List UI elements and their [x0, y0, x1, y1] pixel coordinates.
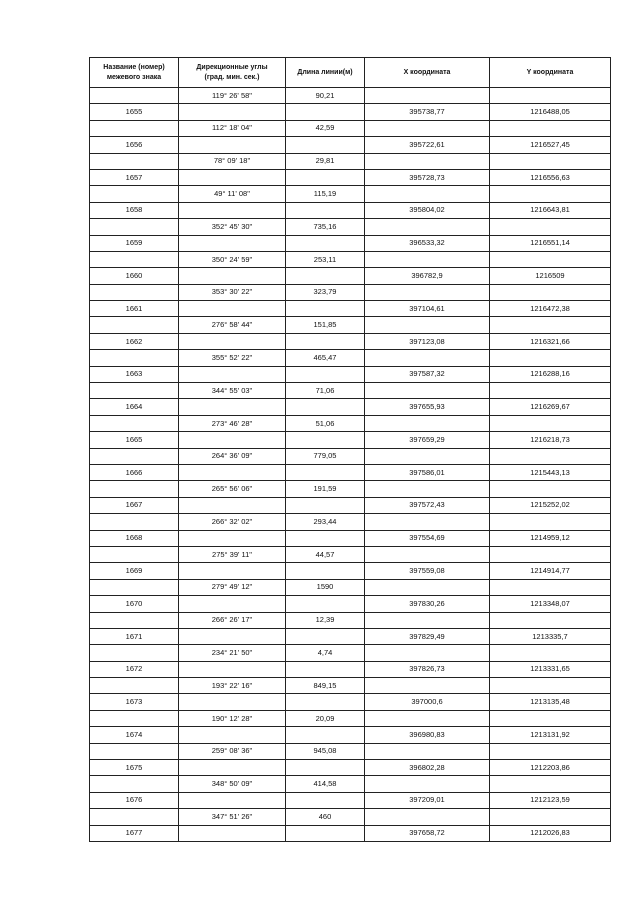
empty-cell: [179, 104, 286, 120]
empty-cell: [286, 137, 365, 153]
table-row-point: [90, 464, 611, 480]
line-length-cell: 151,85: [286, 317, 365, 333]
table-row-point: [90, 596, 611, 612]
table-row-line: [90, 383, 611, 399]
empty-cell: [286, 628, 365, 644]
table-row-point: [90, 661, 611, 677]
y-coordinate-cell: 1215443,13: [490, 464, 611, 480]
empty-cell: [179, 792, 286, 808]
direction-angle-cell: 259° 08' 36": [179, 743, 286, 759]
line-length-cell: 323,79: [286, 284, 365, 300]
line-length-cell: 71,06: [286, 383, 365, 399]
point-name-cell: 1656: [90, 137, 179, 153]
line-length-cell: 42,59: [286, 120, 365, 136]
direction-angle-cell: 265° 56' 06": [179, 481, 286, 497]
empty-cell: [286, 301, 365, 317]
empty-cell: [286, 694, 365, 710]
empty-cell: [286, 399, 365, 415]
empty-cell: [286, 563, 365, 579]
x-coordinate-cell: 397658,72: [365, 825, 490, 841]
y-coordinate-cell: 1213331,65: [490, 661, 611, 677]
direction-angle-cell: 353° 30' 22": [179, 284, 286, 300]
y-coordinate-cell: 1216556,63: [490, 169, 611, 185]
empty-cell: [90, 710, 179, 726]
line-length-cell: 253,11: [286, 251, 365, 267]
empty-cell: [90, 88, 179, 104]
direction-angle-cell: 78° 09' 18": [179, 153, 286, 169]
empty-cell: [490, 186, 611, 202]
y-coordinate-cell: 1213131,92: [490, 727, 611, 743]
table-row-point: [90, 137, 611, 153]
table-row-line: [90, 612, 611, 628]
empty-cell: [286, 202, 365, 218]
direction-angle-cell: 350° 24' 59": [179, 251, 286, 267]
empty-cell: [286, 530, 365, 546]
empty-cell: [365, 809, 490, 825]
direction-angle-cell: 190° 12' 28": [179, 710, 286, 726]
empty-cell: [179, 596, 286, 612]
empty-cell: [365, 743, 490, 759]
y-coordinate-cell: 1216288,16: [490, 366, 611, 382]
empty-cell: [179, 563, 286, 579]
point-name-cell: 1668: [90, 530, 179, 546]
empty-cell: [179, 497, 286, 513]
empty-cell: [365, 415, 490, 431]
empty-cell: [286, 432, 365, 448]
line-length-cell: 12,39: [286, 612, 365, 628]
table-row-line: [90, 514, 611, 530]
empty-cell: [90, 317, 179, 333]
empty-cell: [365, 153, 490, 169]
empty-cell: [365, 710, 490, 726]
direction-angle-cell: 112° 18' 04": [179, 120, 286, 136]
empty-cell: [490, 645, 611, 661]
y-coordinate-cell: 1212026,83: [490, 825, 611, 841]
empty-cell: [286, 661, 365, 677]
empty-cell: [365, 481, 490, 497]
point-name-cell: 1670: [90, 596, 179, 612]
empty-cell: [365, 579, 490, 595]
empty-cell: [286, 333, 365, 349]
empty-cell: [90, 481, 179, 497]
table-row-point: [90, 202, 611, 218]
empty-cell: [90, 186, 179, 202]
table-body: [90, 88, 611, 842]
empty-cell: [286, 464, 365, 480]
table-row-point: [90, 563, 611, 579]
line-length-cell: 779,05: [286, 448, 365, 464]
table-row-line: [90, 186, 611, 202]
point-name-cell: 1664: [90, 399, 179, 415]
empty-cell: [365, 284, 490, 300]
empty-cell: [490, 383, 611, 399]
x-coordinate-cell: 397826,73: [365, 661, 490, 677]
point-name-cell: 1669: [90, 563, 179, 579]
empty-cell: [365, 219, 490, 235]
direction-angle-cell: 275° 39' 11": [179, 546, 286, 562]
y-coordinate-cell: 1214959,12: [490, 530, 611, 546]
empty-cell: [490, 743, 611, 759]
direction-angle-cell: 279° 49' 12": [179, 579, 286, 595]
table-row-line: [90, 776, 611, 792]
empty-cell: [365, 678, 490, 694]
empty-cell: [90, 612, 179, 628]
empty-cell: [90, 120, 179, 136]
empty-cell: [90, 383, 179, 399]
table-row-line: [90, 710, 611, 726]
table-row-line: [90, 743, 611, 759]
empty-cell: [90, 153, 179, 169]
x-coordinate-cell: 395722,61: [365, 137, 490, 153]
empty-cell: [286, 596, 365, 612]
x-coordinate-cell: 397587,32: [365, 366, 490, 382]
direction-angle-cell: 347° 51' 26": [179, 809, 286, 825]
table-row-line: [90, 153, 611, 169]
boundary-coordinates-table: [89, 57, 611, 842]
table-row-point: [90, 104, 611, 120]
empty-cell: [365, 350, 490, 366]
empty-cell: [90, 284, 179, 300]
line-length-cell: 51,06: [286, 415, 365, 431]
empty-cell: [490, 219, 611, 235]
empty-cell: [90, 776, 179, 792]
table-row-point: [90, 530, 611, 546]
table-row-line: [90, 415, 611, 431]
empty-cell: [490, 776, 611, 792]
x-coordinate-cell: 397554,69: [365, 530, 490, 546]
empty-cell: [179, 235, 286, 251]
empty-cell: [490, 481, 611, 497]
line-length-cell: 460: [286, 809, 365, 825]
x-coordinate-cell: 397000,6: [365, 694, 490, 710]
empty-cell: [286, 825, 365, 841]
y-coordinate-cell: 1212203,86: [490, 760, 611, 776]
table-row-line: [90, 251, 611, 267]
empty-cell: [490, 88, 611, 104]
empty-cell: [490, 448, 611, 464]
empty-cell: [365, 186, 490, 202]
line-length-cell: 849,15: [286, 678, 365, 694]
table-row-line: [90, 448, 611, 464]
line-length-cell: 4,74: [286, 645, 365, 661]
point-name-cell: 1677: [90, 825, 179, 841]
line-length-cell: 465,47: [286, 350, 365, 366]
table-row-point: [90, 399, 611, 415]
direction-angle-cell: 344° 55' 03": [179, 383, 286, 399]
table-row-line: [90, 481, 611, 497]
point-name-cell: 1658: [90, 202, 179, 218]
empty-cell: [179, 301, 286, 317]
point-name-cell: 1673: [90, 694, 179, 710]
empty-cell: [90, 645, 179, 661]
table-row-line: [90, 579, 611, 595]
table-row-point: [90, 268, 611, 284]
empty-cell: [286, 268, 365, 284]
line-length-cell: 293,44: [286, 514, 365, 530]
empty-cell: [286, 792, 365, 808]
empty-cell: [365, 448, 490, 464]
empty-cell: [365, 120, 490, 136]
empty-cell: [365, 251, 490, 267]
x-coordinate-cell: 396980,83: [365, 727, 490, 743]
direction-angle-cell: 348° 50' 09": [179, 776, 286, 792]
empty-cell: [179, 760, 286, 776]
point-name-cell: 1675: [90, 760, 179, 776]
y-coordinate-cell: 1213335,7: [490, 628, 611, 644]
empty-cell: [286, 760, 365, 776]
point-name-cell: 1657: [90, 169, 179, 185]
line-length-cell: 20,09: [286, 710, 365, 726]
table-row-point: [90, 727, 611, 743]
y-coordinate-cell: 1216472,38: [490, 301, 611, 317]
direction-angle-cell: 276° 58' 44": [179, 317, 286, 333]
line-length-cell: 90,21: [286, 88, 365, 104]
empty-cell: [286, 104, 365, 120]
empty-cell: [179, 202, 286, 218]
point-name-cell: 1665: [90, 432, 179, 448]
empty-cell: [90, 514, 179, 530]
empty-cell: [365, 88, 490, 104]
direction-angle-cell: 119° 26' 58": [179, 88, 286, 104]
empty-cell: [365, 546, 490, 562]
point-name-cell: 1671: [90, 628, 179, 644]
direction-angle-cell: 352° 45' 30": [179, 219, 286, 235]
x-coordinate-cell: 397830,26: [365, 596, 490, 612]
empty-cell: [90, 350, 179, 366]
y-coordinate-cell: 1216218,73: [490, 432, 611, 448]
empty-cell: [490, 579, 611, 595]
line-length-cell: 414,58: [286, 776, 365, 792]
table-header-row: [90, 58, 611, 88]
empty-cell: [179, 694, 286, 710]
empty-cell: [286, 235, 365, 251]
empty-cell: [90, 579, 179, 595]
empty-cell: [490, 350, 611, 366]
point-name-cell: 1663: [90, 366, 179, 382]
x-coordinate-cell: 397209,01: [365, 792, 490, 808]
empty-cell: [490, 612, 611, 628]
empty-cell: [365, 317, 490, 333]
y-coordinate-cell: 1216321,66: [490, 333, 611, 349]
direction-angle-cell: 266° 32' 02": [179, 514, 286, 530]
point-name-cell: 1661: [90, 301, 179, 317]
empty-cell: [490, 710, 611, 726]
line-length-cell: 1590: [286, 579, 365, 595]
empty-cell: [179, 169, 286, 185]
point-name-cell: 1667: [90, 497, 179, 513]
empty-cell: [365, 612, 490, 628]
point-name-cell: 1672: [90, 661, 179, 677]
empty-cell: [90, 415, 179, 431]
table-row-point: [90, 694, 611, 710]
empty-cell: [365, 383, 490, 399]
x-coordinate-cell: 397104,61: [365, 301, 490, 317]
empty-cell: [365, 514, 490, 530]
line-length-cell: 945,08: [286, 743, 365, 759]
empty-cell: [179, 825, 286, 841]
table-row-point: [90, 497, 611, 513]
table-row-point: [90, 366, 611, 382]
empty-cell: [179, 137, 286, 153]
x-coordinate-cell: 397123,08: [365, 333, 490, 349]
x-coordinate-cell: 397586,01: [365, 464, 490, 480]
y-coordinate-cell: 1215252,02: [490, 497, 611, 513]
empty-cell: [365, 776, 490, 792]
point-name-cell: 1655: [90, 104, 179, 120]
empty-cell: [490, 153, 611, 169]
direction-angle-cell: 355° 52' 22": [179, 350, 286, 366]
empty-cell: [90, 546, 179, 562]
y-coordinate-cell: 1216509: [490, 268, 611, 284]
x-coordinate-cell: 397829,49: [365, 628, 490, 644]
x-coordinate-cell: 395728,73: [365, 169, 490, 185]
table-row-point: [90, 792, 611, 808]
empty-cell: [179, 661, 286, 677]
empty-cell: [90, 809, 179, 825]
x-coordinate-cell: 396782,9: [365, 268, 490, 284]
empty-cell: [90, 448, 179, 464]
direction-angle-cell: 193° 22' 16": [179, 678, 286, 694]
empty-cell: [490, 317, 611, 333]
y-coordinate-cell: 1216643,81: [490, 202, 611, 218]
x-coordinate-cell: 397559,08: [365, 563, 490, 579]
x-coordinate-cell: 395738,77: [365, 104, 490, 120]
table-row-point: [90, 169, 611, 185]
table-row-line: [90, 120, 611, 136]
y-coordinate-cell: 1212123,59: [490, 792, 611, 808]
empty-cell: [179, 333, 286, 349]
empty-cell: [365, 645, 490, 661]
point-name-cell: 1674: [90, 727, 179, 743]
y-coordinate-cell: 1214914,77: [490, 563, 611, 579]
y-coordinate-cell: 1216551,14: [490, 235, 611, 251]
table-row-point: [90, 825, 611, 841]
empty-cell: [179, 366, 286, 382]
point-name-cell: 1666: [90, 464, 179, 480]
x-coordinate-cell: 396802,28: [365, 760, 490, 776]
table-row-line: [90, 317, 611, 333]
empty-cell: [179, 530, 286, 546]
y-coordinate-cell: 1216527,45: [490, 137, 611, 153]
y-coordinate-cell: 1213348,07: [490, 596, 611, 612]
table-row-point: [90, 628, 611, 644]
point-name-cell: 1662: [90, 333, 179, 349]
line-length-cell: 191,59: [286, 481, 365, 497]
empty-cell: [90, 251, 179, 267]
table-row-point: [90, 432, 611, 448]
empty-cell: [490, 251, 611, 267]
empty-cell: [90, 678, 179, 694]
x-coordinate-cell: 395804,02: [365, 202, 490, 218]
table-row-line: [90, 678, 611, 694]
line-length-cell: 735,16: [286, 219, 365, 235]
empty-cell: [286, 727, 365, 743]
empty-cell: [90, 743, 179, 759]
empty-cell: [490, 678, 611, 694]
y-coordinate-cell: 1216488,05: [490, 104, 611, 120]
table-row-line: [90, 284, 611, 300]
x-coordinate-cell: 396533,32: [365, 235, 490, 251]
empty-cell: [179, 399, 286, 415]
empty-cell: [490, 546, 611, 562]
header-y: Y координата: [490, 58, 611, 88]
table-row-line: [90, 645, 611, 661]
table-row-line: [90, 809, 611, 825]
table-row-line: [90, 350, 611, 366]
empty-cell: [286, 169, 365, 185]
empty-cell: [179, 727, 286, 743]
empty-cell: [179, 432, 286, 448]
table-row-line: [90, 546, 611, 562]
x-coordinate-cell: 397572,43: [365, 497, 490, 513]
header-length: Длина линии(м): [286, 58, 365, 88]
table-row-line: [90, 219, 611, 235]
line-length-cell: 115,19: [286, 186, 365, 202]
empty-cell: [286, 497, 365, 513]
empty-cell: [490, 284, 611, 300]
direction-angle-cell: 234° 21' 50": [179, 645, 286, 661]
y-coordinate-cell: 1213135,48: [490, 694, 611, 710]
empty-cell: [179, 628, 286, 644]
direction-angle-cell: 266° 26' 17": [179, 612, 286, 628]
empty-cell: [286, 366, 365, 382]
direction-angle-cell: 273° 46' 28": [179, 415, 286, 431]
empty-cell: [490, 514, 611, 530]
direction-angle-cell: 264° 36' 09": [179, 448, 286, 464]
empty-cell: [90, 219, 179, 235]
empty-cell: [179, 268, 286, 284]
point-name-cell: 1676: [90, 792, 179, 808]
table-row-line: [90, 88, 611, 104]
empty-cell: [490, 120, 611, 136]
header-direction: Дирекционные углы (град. мин. сек.): [179, 58, 286, 88]
table-row-point: [90, 235, 611, 251]
x-coordinate-cell: 397655,93: [365, 399, 490, 415]
header-x: X координата: [365, 58, 490, 88]
direction-angle-cell: 49° 11' 08": [179, 186, 286, 202]
table-row-point: [90, 333, 611, 349]
header-name: Название (номер) межевого знака: [90, 58, 179, 88]
point-name-cell: 1660: [90, 268, 179, 284]
line-length-cell: 44,57: [286, 546, 365, 562]
table-row-point: [90, 760, 611, 776]
line-length-cell: 29,81: [286, 153, 365, 169]
table-row-point: [90, 301, 611, 317]
empty-cell: [490, 415, 611, 431]
empty-cell: [179, 464, 286, 480]
empty-cell: [490, 809, 611, 825]
y-coordinate-cell: 1216269,67: [490, 399, 611, 415]
point-name-cell: 1659: [90, 235, 179, 251]
x-coordinate-cell: 397659,29: [365, 432, 490, 448]
